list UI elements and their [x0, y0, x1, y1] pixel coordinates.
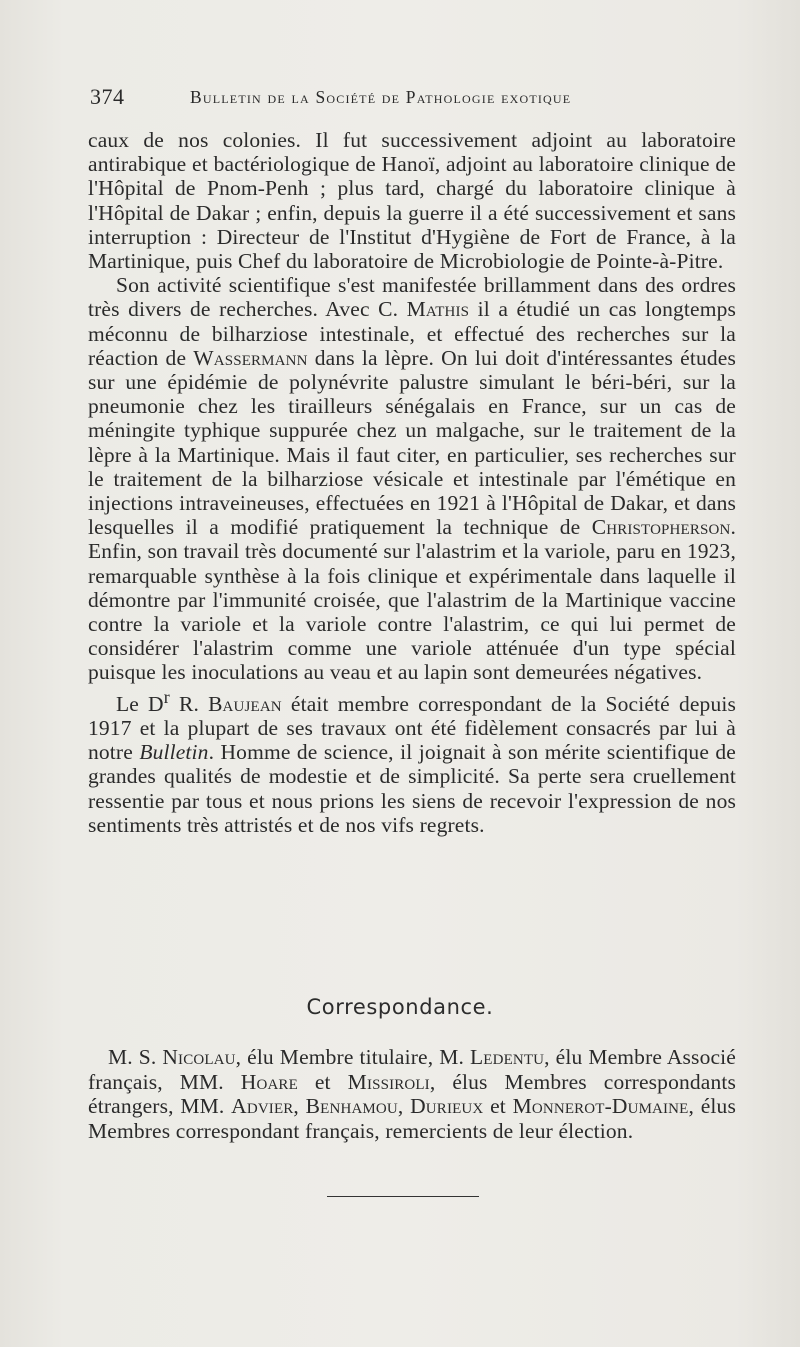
member-name-nicolau: Nicolau	[162, 1045, 236, 1069]
text-run: ,	[293, 1094, 306, 1118]
text-run: , élus Membres correspondant français, remercients de leur élection.	[88, 1094, 736, 1143]
member-name-monnerot-dumaine: Monnerot-Dumaine	[512, 1094, 689, 1118]
text-run: , élus Membres correspondants étrangers, MM.	[88, 1069, 737, 1118]
member-name-durieux: Durieux	[410, 1094, 484, 1118]
text-run: , élu Membre Associé français, MM.	[88, 1045, 736, 1094]
member-name-ledentu: Ledentu	[469, 1045, 545, 1069]
text-run: , élu Membre titulaire, M.	[235, 1045, 470, 1069]
end-rule-divider	[327, 1196, 479, 1197]
text-run: était membre correspondant de la Société depuis 1917 et la plupart de ses travaux ont été fidèlement consacrés par lui à notre	[88, 691, 736, 765]
author-name-christopherson: Christopherson	[591, 515, 731, 540]
correspondance-text	[88, 1045, 736, 1143]
title-superscript: r	[163, 686, 170, 707]
text-run: . Homme de science, il joignait à son mérite scientifique de grandes qualités de modestie et de simplicité. Sa perte sera cruellement ressentie par tous et nous prions les siens de recevoir l'expression de nos sentiments très attristés et de nos vifs regrets.	[88, 740, 736, 837]
running-header	[90, 84, 740, 114]
text-run: . Enfin, son travail très documenté sur l'alastrim et la variole, paru en 1923, remarquable synthèse à la fois clinique et expérimentale dans laquelle il démontre par l'immunité croisée, que l'alastrim de la Martinique vaccine contre la variole et la variole contre l'alastrim, ce qui lui permet de considérer l'alastrim comme une variole atténuée d'un type spécial puisque les inoculations au veau et au lapin sont demeurées négatives.	[88, 515, 736, 685]
paragraph-career-text: caux de nos colonies. Il fut successivement adjoint au laboratoire antirabique et bactériologique de Hanoï, adjoint au laboratoire clinique de l'Hôpital de Pnom-Penh ; plus tard, chargé du laboratoire clinique à l'Hôpital de Dakar ; enfin, depuis la guerre il a été successivement et sans interruption : Directeur de l'Institut d'Hygiène de Fort de France, à la Martinique, puis Chef du laboratoire de Microbiologie de Pointe-à-Pitre.	[88, 128, 736, 274]
text-run: Son activité scientifique s'est manifestée brillamment dans des ordres très divers de recherches. Avec C.	[88, 273, 736, 322]
page-number: 374	[90, 84, 125, 109]
paragraph-career	[88, 128, 736, 273]
member-name-advier: Advier	[231, 1094, 294, 1118]
text-run: Le D	[116, 691, 164, 716]
running-title: Bulletin de la Société de Pathologie exotique	[190, 87, 572, 107]
text-run: R.	[169, 691, 209, 716]
member-name-hoare: Hoare	[240, 1069, 298, 1094]
text-run: et	[297, 1069, 348, 1094]
author-name-baujean: Baujean	[208, 691, 282, 716]
author-name-wassermann: Wassermann	[193, 345, 308, 370]
journal-title: Bulletin	[139, 740, 209, 765]
text-run: M. S.	[108, 1045, 163, 1069]
section-heading-correspondance: Correspondance.	[306, 995, 494, 1019]
paragraph-research	[88, 273, 736, 684]
paragraph-tribute	[88, 685, 736, 837]
text-run: il a étudié un cas longtemps méconnu de bilharziose intestinale, et effectué des recherches sur la réaction de	[88, 297, 737, 370]
text-run: ,	[397, 1094, 411, 1118]
member-name-missiroli: Missiroli	[347, 1069, 430, 1094]
text-run: et	[483, 1094, 513, 1118]
author-name-mathis: Mathis	[406, 297, 470, 322]
obituary-text	[88, 128, 736, 837]
paragraph-correspondance	[88, 1045, 736, 1143]
member-name-benhamou: Benhamou	[305, 1094, 398, 1118]
text-run: dans la lèpre. On lui doit d'intéressantes études sur une épidémie de polynévrite palustre simulant le béri-béri, sur la pneumonie chez les tirailleurs sénégalais en France, sur un cas de méningite typhique suppurée chez un malgache, sur le traitement de la lèpre à la Martinique. Mais il faut citer, en particulier, ses recherches sur le traitement de la bilharziose vésicale et intestinale par l'émétique en injections intraveineuses, effectuées en 1921 à l'Hôpital de Dakar, et dans lesquelles il a modifié pratiquement la technique de	[88, 345, 736, 540]
